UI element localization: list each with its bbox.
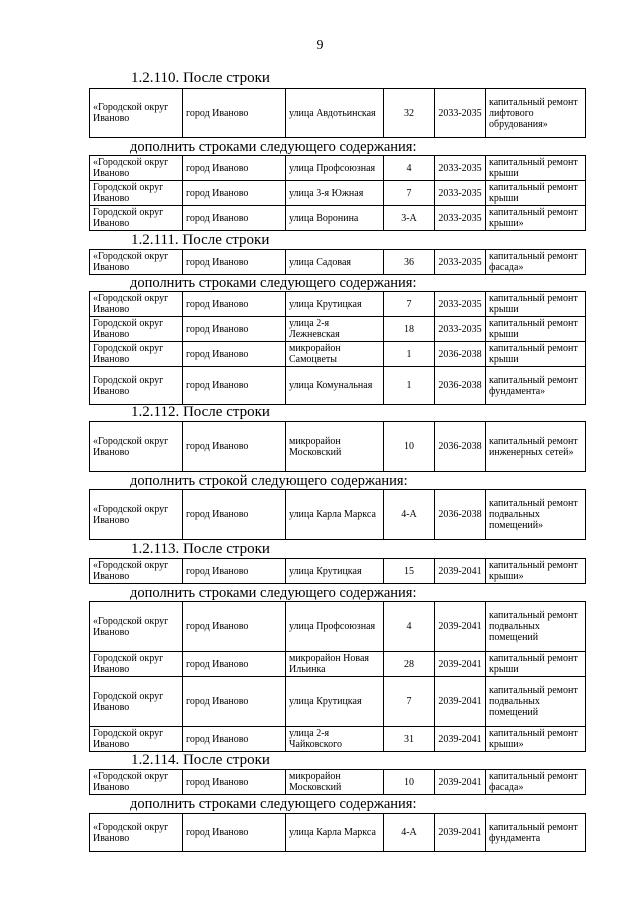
cell-house: 15	[384, 559, 435, 584]
cell-work: капитальный ремонт крыши»	[486, 206, 586, 231]
cell-years: 2036-2038	[435, 342, 486, 367]
table-added	[89, 813, 586, 852]
page-number: 9	[316, 38, 324, 53]
section-heading: 1.2.111. После строки	[131, 232, 270, 248]
table-row	[90, 367, 586, 405]
cell-work: капитальный ремонт фундамента»	[486, 367, 586, 405]
cell-house: 31	[384, 727, 435, 752]
cell-street: микрорайон Московский	[286, 422, 384, 472]
cell-years: 2033-2035	[435, 292, 486, 317]
cell-street: улица Карла Маркса	[286, 490, 384, 540]
section-heading: 1.2.112. После строки	[131, 404, 270, 420]
cell-years: 2036-2038	[435, 367, 486, 405]
cell-work: капитальный ремонт подвальных помещений	[486, 677, 586, 727]
cell-district: «Городской округ Иваново	[90, 422, 183, 472]
cell-work: капитальный ремонт фасада»	[486, 250, 586, 275]
cell-district: Городской округ Иваново	[90, 367, 183, 405]
cell-district: «Городской округ Иваново	[90, 292, 183, 317]
cell-district: Городской округ Иваново	[90, 677, 183, 727]
cell-street: улица Крутицкая	[286, 559, 384, 584]
cell-city: город Иваново	[183, 677, 286, 727]
cell-street: улица Авдотьинская	[286, 89, 384, 138]
cell-city: город Иваново	[183, 206, 286, 231]
section-subheading: дополнить строками следующего содержания:	[130, 139, 417, 155]
cell-city: город Иваново	[183, 559, 286, 584]
cell-district: «Городской округ Иваново	[90, 250, 183, 275]
cell-house: 7	[384, 181, 435, 206]
cell-years: 2033-2035	[435, 156, 486, 181]
cell-house: 10	[384, 770, 435, 795]
table-row	[90, 250, 586, 275]
cell-city: город Иваново	[183, 342, 286, 367]
cell-district: «Городской округ Иваново	[90, 156, 183, 181]
cell-street: улица Комунальная	[286, 367, 384, 405]
cell-city: город Иваново	[183, 814, 286, 852]
table-row	[90, 602, 586, 652]
cell-house: 1	[384, 342, 435, 367]
table-before	[89, 558, 586, 584]
cell-house: 7	[384, 292, 435, 317]
cell-district: «Городской округ Иваново	[90, 814, 183, 852]
section-subheading: дополнить строками следующего содержания:	[130, 585, 417, 601]
cell-years: 2033-2035	[435, 206, 486, 231]
cell-district: «Городской округ Иваново	[90, 770, 183, 795]
cell-district: «Городской округ Иваново	[90, 559, 183, 584]
cell-city: город Иваново	[183, 367, 286, 405]
cell-house: 3-А	[384, 206, 435, 231]
table-row	[90, 490, 586, 540]
cell-years: 2039-2041	[435, 652, 486, 677]
table-before	[89, 88, 586, 138]
cell-house: 36	[384, 250, 435, 275]
cell-work: капитальный ремонт крыши	[486, 342, 586, 367]
cell-work: капитальный ремонт фундамента	[486, 814, 586, 852]
cell-street: улица Карла Маркса	[286, 814, 384, 852]
table-added	[89, 155, 586, 231]
table-row	[90, 559, 586, 584]
cell-work: капитальный ремонт крыши	[486, 652, 586, 677]
cell-work: капитальный ремонт подвальных помещений»	[486, 490, 586, 540]
cell-street: микрорайон Новая Ильинка	[286, 652, 384, 677]
cell-house: 4-А	[384, 814, 435, 852]
cell-street: улица Крутицкая	[286, 677, 384, 727]
cell-work: капитальный ремонт крыши»	[486, 727, 586, 752]
cell-street: улица 3-я Южная	[286, 181, 384, 206]
table-row	[90, 652, 586, 677]
cell-work: капитальный ремонт лифтового обрудования»	[486, 89, 586, 138]
cell-city: город Иваново	[183, 250, 286, 275]
cell-house: 4	[384, 602, 435, 652]
cell-house: 10	[384, 422, 435, 472]
section-heading: 1.2.110. После строки	[131, 70, 270, 86]
table-added	[89, 489, 586, 540]
cell-district: «Городской округ Иваново	[90, 490, 183, 540]
cell-district: «Городской округ Иваново	[90, 602, 183, 652]
table-row	[90, 181, 586, 206]
table-row	[90, 422, 586, 472]
cell-years: 2036-2038	[435, 422, 486, 472]
table-row	[90, 727, 586, 752]
cell-years: 2039-2041	[435, 602, 486, 652]
table-added	[89, 291, 586, 405]
table-before	[89, 769, 586, 795]
cell-work: капитальный ремонт крыши	[486, 181, 586, 206]
section-subheading: дополнить строками следующего содержания:	[130, 796, 417, 812]
table-before	[89, 421, 586, 472]
table-row	[90, 677, 586, 727]
cell-district: Городской округ Иваново	[90, 652, 183, 677]
cell-work: капитальный ремонт крыши	[486, 317, 586, 342]
cell-street: улица 2-я Чайковского	[286, 727, 384, 752]
cell-work: капитальный ремонт крыши»	[486, 559, 586, 584]
cell-street: улица Садовая	[286, 250, 384, 275]
cell-years: 2039-2041	[435, 727, 486, 752]
table-row	[90, 156, 586, 181]
section-heading: 1.2.114. После строки	[131, 752, 270, 768]
cell-years: 2033-2035	[435, 89, 486, 138]
table-added	[89, 601, 586, 752]
cell-work: капитальный ремонт крыши	[486, 292, 586, 317]
cell-house: 18	[384, 317, 435, 342]
table-row	[90, 770, 586, 795]
cell-house: 4-А	[384, 490, 435, 540]
section-subheading: дополнить строками следующего содержания:	[130, 275, 417, 291]
cell-district: Городской округ Иваново	[90, 342, 183, 367]
cell-years: 2036-2038	[435, 490, 486, 540]
cell-street: улица Воронина	[286, 206, 384, 231]
cell-district: Городской округ Иваново	[90, 727, 183, 752]
cell-city: город Иваново	[183, 89, 286, 138]
cell-city: город Иваново	[183, 727, 286, 752]
cell-street: улица Профсоюзная	[286, 156, 384, 181]
section-subheading: дополнить строкой следующего содержания:	[130, 473, 408, 489]
cell-city: город Иваново	[183, 652, 286, 677]
cell-street: улица 2-я Лежневская	[286, 317, 384, 342]
cell-work: капитальный ремонт крыши	[486, 156, 586, 181]
cell-city: город Иваново	[183, 156, 286, 181]
cell-house: 7	[384, 677, 435, 727]
cell-work: капитальный ремонт инженерных сетей»	[486, 422, 586, 472]
cell-city: город Иваново	[183, 292, 286, 317]
table-row	[90, 206, 586, 231]
cell-years: 2039-2041	[435, 770, 486, 795]
cell-street: улица Профсоюзная	[286, 602, 384, 652]
cell-city: город Иваново	[183, 770, 286, 795]
table-before	[89, 249, 586, 275]
cell-city: город Иваново	[183, 490, 286, 540]
cell-street: микрорайон Московский	[286, 770, 384, 795]
section-heading: 1.2.113. После строки	[131, 541, 270, 557]
cell-house: 28	[384, 652, 435, 677]
table-row	[90, 292, 586, 317]
cell-street: улица Крутицкая	[286, 292, 384, 317]
cell-years: 2039-2041	[435, 677, 486, 727]
cell-years: 2039-2041	[435, 814, 486, 852]
cell-city: город Иваново	[183, 181, 286, 206]
cell-years: 2033-2035	[435, 250, 486, 275]
cell-house: 1	[384, 367, 435, 405]
cell-city: город Иваново	[183, 422, 286, 472]
cell-city: город Иваново	[183, 602, 286, 652]
cell-years: 2033-2035	[435, 181, 486, 206]
cell-years: 2039-2041	[435, 559, 486, 584]
cell-district: Городской округ Иваново	[90, 317, 183, 342]
cell-work: капитальный ремонт подвальных помещений	[486, 602, 586, 652]
cell-house: 4	[384, 156, 435, 181]
cell-house: 32	[384, 89, 435, 138]
table-row	[90, 89, 586, 138]
cell-street: микрорайон Самоцветы	[286, 342, 384, 367]
table-row	[90, 317, 586, 342]
table-row	[90, 814, 586, 852]
cell-city: город Иваново	[183, 317, 286, 342]
cell-district: «Городской округ Иваново	[90, 89, 183, 138]
cell-district: Городской округ Иваново	[90, 206, 183, 231]
cell-district: Городской округ Иваново	[90, 181, 183, 206]
cell-years: 2033-2035	[435, 317, 486, 342]
table-row	[90, 342, 586, 367]
cell-work: капитальный ремонт фасада»	[486, 770, 586, 795]
